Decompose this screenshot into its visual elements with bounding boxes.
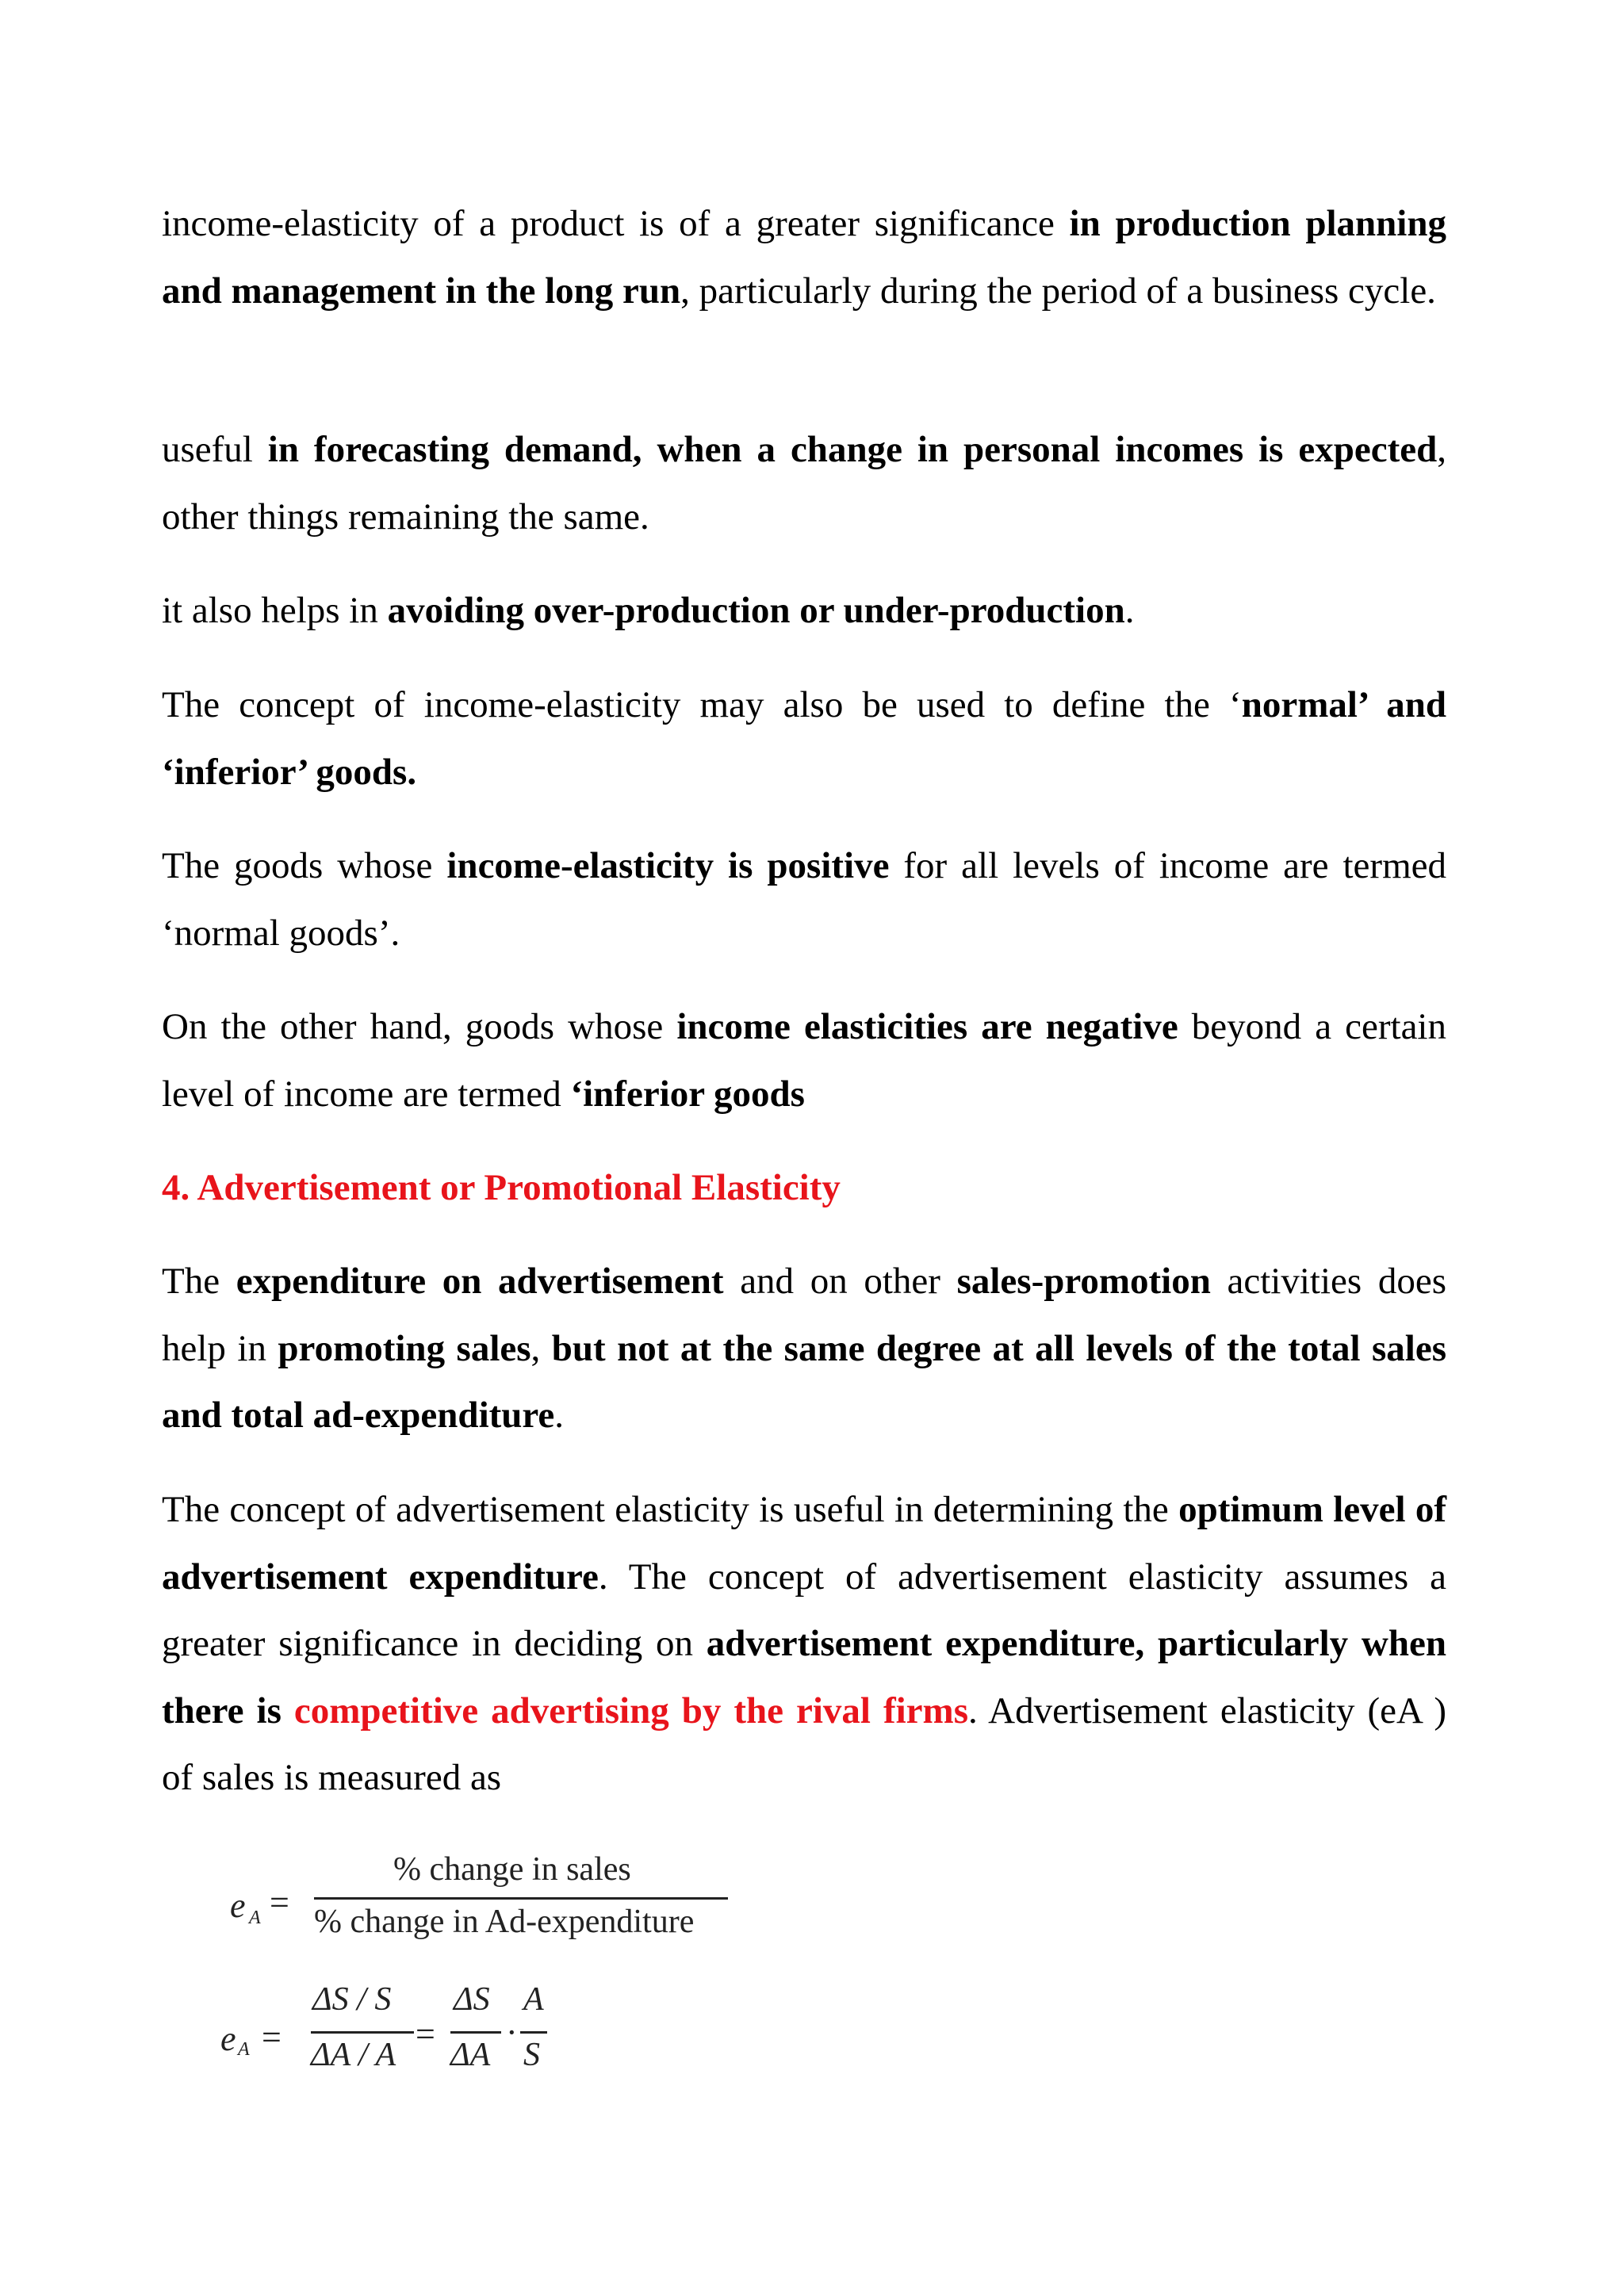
paragraph-avoiding-overproduction: it also helps in avoiding over-production or under-production. <box>162 590 1135 631</box>
formula2-fraction1-numerator: ΔS / S <box>312 1981 392 2018</box>
formula2-multiply-dot: · <box>506 2013 518 2052</box>
formula1-denominator: % change in Ad-expenditure <box>314 1904 695 1940</box>
paragraph-optimum-advertisement: The concept of advertisement elasticity is useful in determining the optimum level of advertisement expenditure. The concept of advertisement elasticity assumes a greater significance in deciding on advertisement expenditure, particularly when there is competitive advertising by the rival firms. Advertisement elasticity (eA ) of sales is measured as <box>162 1489 1447 1798</box>
formula2-variable: e <box>220 2019 236 2058</box>
section-heading-advertisement-elasticity: 4. Advertisement or Promotional Elasticity <box>162 1167 841 1208</box>
formula2-fraction3-denominator: S <box>523 2037 540 2073</box>
formula2-fraction2-bar <box>450 2031 501 2034</box>
paragraph-income-elasticity-significance: income-elasticity of a product is of a greater significance in production planning and management in the long run, particularly during the period of a business cycle. <box>162 203 1446 312</box>
paragraph-normal-goods: The goods whose income-elasticity is positive for all levels of income are termed ‘normal goods’. <box>162 845 1446 954</box>
formula1-numerator: % change in sales <box>393 1851 631 1888</box>
formula1-subscript: A <box>249 1908 261 1928</box>
formula2-fraction2-numerator: ΔS <box>454 1981 490 2018</box>
paragraph-normal-inferior-definition: The concept of income-elasticity may also be used to define the ‘normal’ and ‘inferior’ goods. <box>162 684 1447 793</box>
paragraph-advertisement-expenditure: The expenditure on advertisement and on other sales-promotion activities does help in promoting sales, but not at the same degree at all levels of the total sales and total ad-expenditure. <box>162 1261 1446 1436</box>
formula2-fraction2-denominator: ΔA <box>450 2037 491 2073</box>
formula2-equals: = <box>262 2018 282 2057</box>
formula1-equals: = <box>270 1883 289 1922</box>
formula1-fraction-bar <box>314 1897 728 1900</box>
paragraph-inferior-goods: On the other hand, goods whose income elasticities are negative beyond a certain level of income are termed ‘inferior goods <box>162 1006 1446 1115</box>
formula1-variable: e <box>230 1886 246 1925</box>
formula2-fraction3-numerator: A <box>523 1981 544 2018</box>
formula2-fraction1-denominator: ΔA / A <box>311 2037 396 2073</box>
formula2-fraction3-bar <box>520 2031 547 2034</box>
formula2-equals-2: = <box>416 2015 435 2053</box>
formula2-fraction1-bar <box>311 2031 414 2034</box>
formula2-subscript: A <box>238 2039 250 2060</box>
paragraph-forecasting-demand: useful in forecasting demand, when a change in personal incomes is expected, other things remaining the same. <box>162 429 1446 538</box>
